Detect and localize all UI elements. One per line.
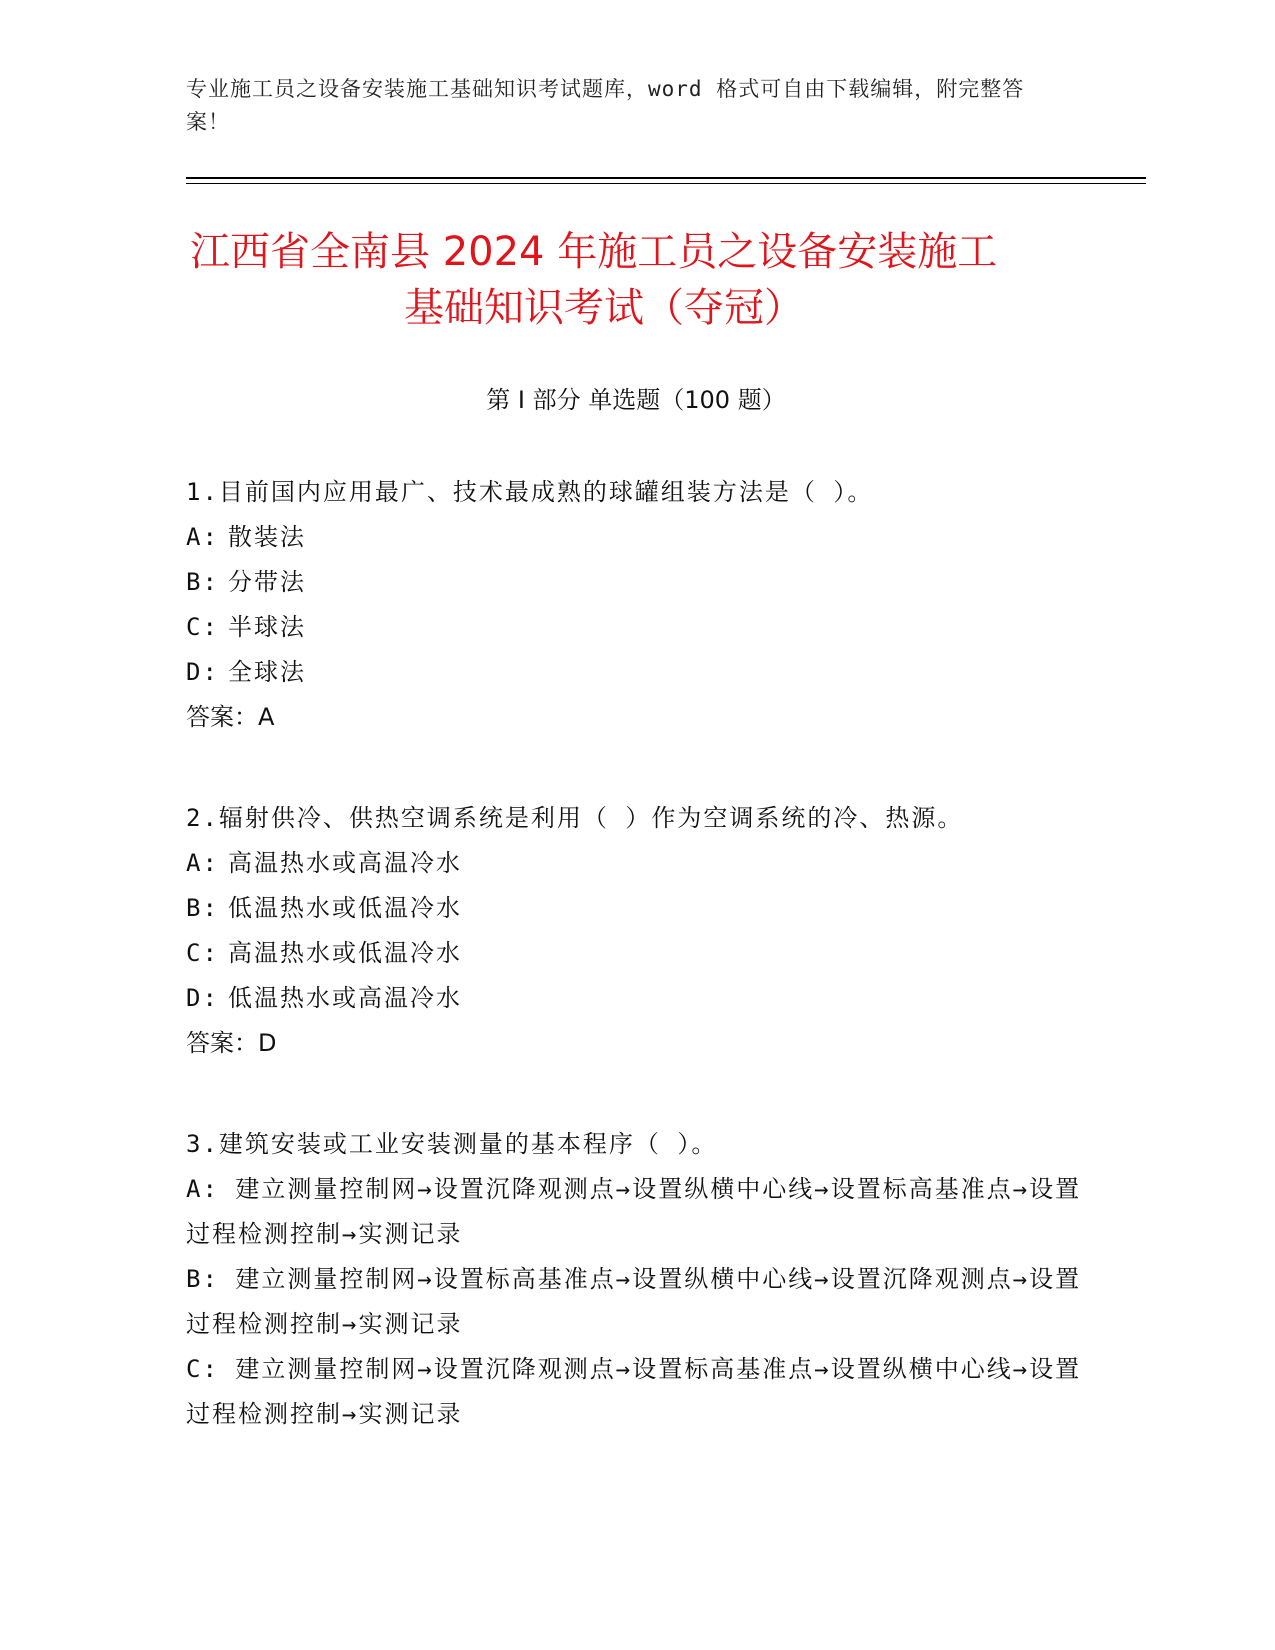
option-text: 散装法 [228,523,306,551]
option-c [186,605,1086,650]
option-d [186,976,1086,1021]
option-key: A: [186,849,219,877]
option-b [186,560,1086,605]
option-key: B: [186,1265,219,1293]
question-2 [186,796,1086,1066]
option-c [186,931,1086,976]
option-b [186,1257,1086,1347]
option-text: 全球法 [228,658,306,686]
header-note: 专业施工员之设备安装施工基础知识考试题库，word 格式可自由下载编辑，附完整答案！ [186,77,1025,134]
question-stem: 3.建筑安装或工业安装测量的基本程序（ ）。 [186,1130,718,1158]
title-line-2: 基础知识考试（夺冠） [404,285,804,331]
question-stem: 2.辐射供冷、供热空调系统是利用（ ）作为空调系统的冷、热源。 [186,804,964,832]
option-a [186,841,1086,886]
answer-line: 答案：A [186,703,275,731]
section-heading: 第 I 部分 单选题（100 题） [486,386,786,414]
option-c [186,1347,1086,1437]
title-line-1: 江西省全南县 2024 年施工员之设备安装施工 [190,229,998,275]
option-text: 建立测量控制网→设置沉降观测点→设置纵横中心线→设置标高基准点→设置过程检测控制→实测记录 [186,1175,1082,1248]
question-list [186,470,1086,1493]
option-key: C: [186,1355,219,1383]
option-text: 建立测量控制网→设置沉降观测点→设置标高基准点→设置纵横中心线→设置过程检测控制→实测记录 [186,1355,1082,1428]
option-text: 建立测量控制网→设置标高基准点→设置纵横中心线→设置沉降观测点→设置过程检测控制→实测记录 [186,1265,1082,1338]
option-key: A: [186,1175,219,1203]
option-key: A: [186,523,219,551]
option-a [186,1167,1086,1257]
question-1 [186,470,1086,740]
option-a [186,515,1086,560]
header-divider-thin [186,183,1146,184]
option-key: D: [186,658,219,686]
document-title [186,224,1086,336]
option-key: B: [186,568,219,596]
option-text: 低温热水或高温冷水 [228,984,462,1012]
question-stem: 1.目前国内应用最广、技术最成熟的球罐组装方法是（ ）。 [186,478,874,506]
option-key: C: [186,613,219,641]
option-text: 低温热水或低温冷水 [228,894,462,922]
answer-line: 答案：D [186,1029,277,1057]
option-text: 高温热水或高温冷水 [228,849,462,877]
option-key: C: [186,939,219,967]
option-text: 分带法 [228,568,306,596]
question-3 [186,1122,1086,1437]
option-d [186,650,1086,695]
header-divider-thick [186,177,1146,179]
option-key: D: [186,984,219,1012]
option-key: B: [186,894,219,922]
option-b [186,886,1086,931]
option-text: 高温热水或低温冷水 [228,939,462,967]
option-text: 半球法 [228,613,306,641]
